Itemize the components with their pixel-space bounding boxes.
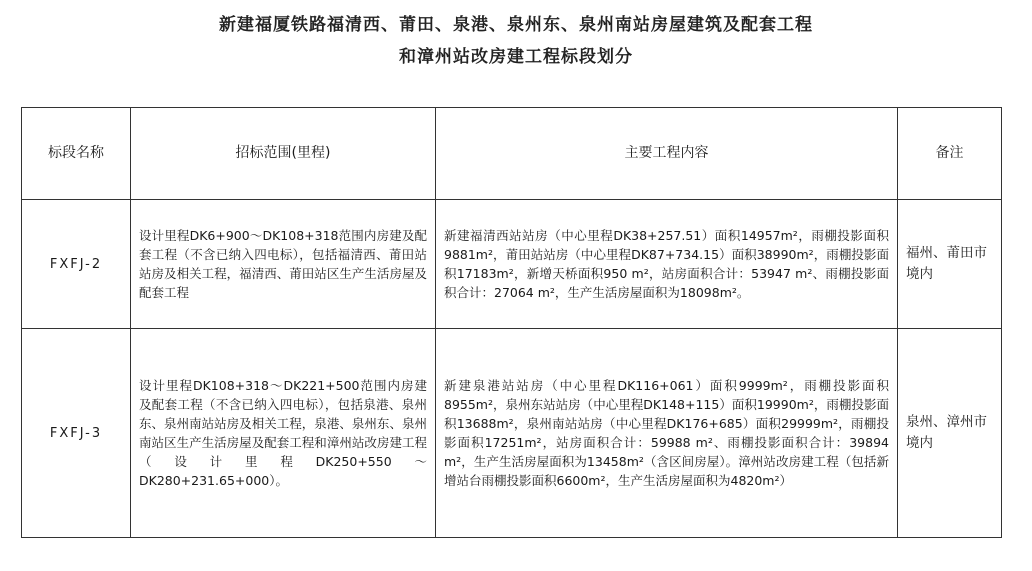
cell-main-works: 新建福清西站站房（中心里程DK38+257.51）面积14957m²，雨棚投影面积9881m²，莆田站站房（中心里程DK87+734.15）面积38990m²，雨棚投影面积17183m²，新增天桥面积950 m²，站房面积合计：53947 m²、雨棚投影面积合计：27064 m²，生产生活房屋面积为18098m²。 bbox=[436, 200, 898, 329]
header-main-works: 主要工程内容 bbox=[436, 108, 898, 200]
cell-bid-scope: 设计里程DK6+900～DK108+318范围内房建及配套工程（不含已纳入四电标），包括福清西、莆田站站房及相关工程，福清西、莆田站区生产生活房屋及配套工程 bbox=[131, 200, 436, 329]
table-header-row bbox=[22, 108, 1002, 200]
document-title-line-1: 新建福厦铁路福清西、莆田、泉港、泉州东、泉州南站房屋建筑及配套工程 bbox=[219, 15, 813, 35]
header-bid-scope: 招标范围(里程) bbox=[131, 108, 436, 200]
document-title-line-2: 和漳州站改房建工程标段划分 bbox=[399, 47, 633, 67]
header-section-name: 标段名称 bbox=[22, 108, 131, 200]
bid-section-table bbox=[21, 107, 1002, 538]
table-row bbox=[22, 200, 1002, 329]
cell-remarks: 泉州、漳州市境内 bbox=[898, 329, 1002, 538]
cell-remarks: 福州、莆田市境内 bbox=[898, 200, 1002, 329]
cell-section-name: FXFJ-2 bbox=[22, 200, 131, 329]
cell-main-works: 新建泉港站站房（中心里程DK116+061）面积9999m²，雨棚投影面积8955m²，泉州东站站房（中心里程DK148+115）面积19990m²，雨棚投影面积13688m²，泉州南站站房（中心里程DK176+685）面积29999m²，雨棚投影面积17251m²，站房面积合计：59988 m²、雨棚投影面积合计：39894 m²，生产生活房屋面积为13458m²（含区间房屋）。漳州站改房建工程（包括新增站台雨棚投影面积6600m²，生产生活房屋面积为4820m²） bbox=[436, 329, 898, 538]
header-remarks: 备注 bbox=[898, 108, 1002, 200]
cell-section-name: FXFJ-3 bbox=[22, 329, 131, 538]
table-row bbox=[22, 329, 1002, 538]
cell-bid-scope: 设计里程DK108+318～DK221+500范围内房建及配套工程（不含已纳入四电标），包括泉港、泉州东、泉州南站站房及相关工程，泉港、泉州东、泉州南站区生产生活房屋及配套工程和漳州站改房建工程（设计里程DK250+550～DK280+231.65+000）。 bbox=[131, 329, 436, 538]
